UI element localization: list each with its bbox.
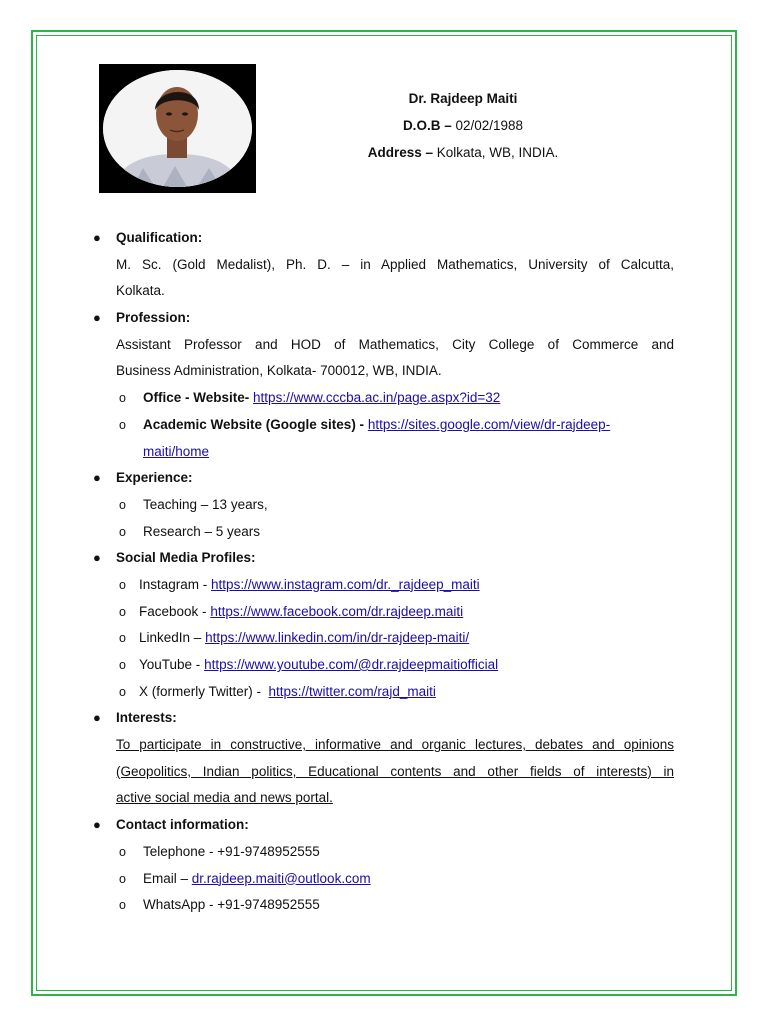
office-website-label: Office - Website-: [143, 390, 250, 406]
qualification-line: [90, 252, 674, 279]
twitter-item: [139, 679, 436, 706]
profession-line: [90, 332, 674, 359]
circle-bullet-icon: o: [119, 844, 126, 859]
profession-line: [90, 358, 674, 385]
address-line: [300, 142, 626, 169]
linkedin-row: [90, 625, 674, 652]
youtube-row: [90, 652, 674, 679]
bullet-icon: ●: [93, 817, 101, 833]
qualification-heading: Qualification:: [116, 230, 203, 245]
bullet-icon: ●: [93, 470, 101, 486]
header: [300, 88, 626, 169]
telephone: Telephone - +91-9748952555: [143, 843, 320, 859]
youtube-link[interactable]: https://www.youtube.com/@dr.rajdeepmaitiofficial: [204, 657, 499, 672]
circle-bullet-icon: o: [119, 391, 126, 406]
telephone-row: [90, 839, 674, 866]
linkedin-label: LinkedIn –: [139, 630, 202, 646]
contact-heading: Contact information:: [116, 817, 249, 833]
twitter-link[interactable]: https://twitter.com/rajd_maiti: [268, 683, 436, 699]
circle-bullet-icon: o: [119, 631, 126, 646]
teaching-experience: Teaching – 13 years,: [143, 496, 268, 512]
instagram-link[interactable]: https://www.instagram.com/dr._rajdeep_maiti: [211, 576, 480, 592]
interests-line: [90, 759, 674, 786]
whatsapp: WhatsApp - +91-9748952555: [143, 897, 320, 913]
facebook-link[interactable]: https://www.facebook.com/dr.rajdeep.maiti: [210, 603, 464, 619]
whatsapp-row: [90, 892, 674, 919]
youtube-item: [139, 652, 498, 679]
person-portrait-icon: [103, 70, 252, 187]
circle-bullet-icon: o: [119, 871, 126, 886]
profile-photo: [99, 64, 256, 193]
profession-text-1: Assistant Professor and HOD of Mathematics, City College of Commerce and: [116, 336, 674, 352]
academic-website-row-cont: [90, 439, 674, 466]
email-row: [90, 866, 674, 893]
experience-heading-row: [90, 465, 674, 492]
experience-heading: Experience:: [116, 470, 193, 486]
office-website-item: [143, 385, 500, 412]
interests-line: [90, 732, 674, 759]
circle-bullet-icon: o: [119, 417, 126, 432]
contact-heading-row: [90, 812, 674, 839]
youtube-label: YouTube -: [139, 657, 201, 672]
bullet-icon: ●: [93, 550, 101, 566]
address-label: Address –: [367, 145, 433, 160]
interests-line: [90, 785, 674, 812]
social-heading: Social Media Profiles:: [116, 550, 256, 566]
email-link[interactable]: dr.rajdeep.maiti@outlook.com: [191, 870, 371, 886]
profession-heading-row: [90, 305, 674, 332]
twitter-row: [90, 679, 674, 706]
circle-bullet-icon: o: [119, 658, 126, 672]
linkedin-item: [139, 625, 469, 652]
instagram-row: [90, 572, 674, 599]
circle-bullet-icon: o: [119, 497, 126, 512]
profile-photo-oval: [103, 70, 252, 187]
academic-website-item: [143, 412, 610, 439]
dob-line: [300, 115, 626, 142]
circle-bullet-icon: o: [119, 898, 126, 913]
research-experience: Research – 5 years: [143, 523, 261, 539]
bullet-icon: ●: [93, 710, 101, 726]
social-heading-row: [90, 545, 674, 572]
facebook-label: Facebook -: [139, 603, 207, 619]
academic-website-row: [90, 412, 674, 439]
instagram-label: Instagram -: [139, 576, 208, 592]
resume-content: [90, 225, 674, 919]
facebook-item: [139, 599, 463, 626]
bullet-icon: ●: [93, 230, 101, 245]
twitter-label: X (formerly Twitter) -: [139, 683, 262, 699]
office-website-link[interactable]: https://www.cccba.ac.in/page.aspx?id=32: [253, 390, 501, 406]
qualification-heading-row: [90, 225, 674, 252]
qualification-line: [90, 278, 674, 305]
office-website-row: [90, 385, 674, 412]
interests-heading-row: [90, 705, 674, 732]
address-value: Kolkata, WB, INDIA.: [436, 145, 559, 160]
qualification-text-2: Kolkata.: [116, 283, 165, 299]
academic-website-link[interactable]: https://sites.google.com/view/dr-rajdeep-: [367, 416, 611, 432]
interests-text-1: To participate in constructive, informative and organic lectures, debates and opinions: [116, 737, 674, 753]
dob-label: D.O.B –: [402, 118, 452, 133]
academic-website-link-cont[interactable]: maiti/home: [143, 443, 210, 459]
circle-bullet-icon: o: [119, 577, 126, 592]
interests-text-3: active social media and news portal.: [116, 790, 333, 806]
linkedin-link[interactable]: https://www.linkedin.com/in/dr-rajdeep-maiti/: [205, 630, 470, 646]
interests-heading: Interests:: [116, 710, 177, 726]
profession-text-2: Business Administration, Kolkata- 700012, WB, INDIA.: [116, 363, 442, 379]
dob-value: 02/02/1988: [455, 118, 524, 133]
circle-bullet-icon: o: [119, 684, 126, 699]
email-label: Email –: [143, 870, 189, 886]
instagram-item: [139, 572, 480, 599]
bullet-icon: ●: [93, 310, 101, 326]
circle-bullet-icon: o: [119, 524, 126, 539]
person-name: Dr. Rajdeep Maiti: [408, 91, 518, 106]
profession-heading: Profession:: [116, 310, 191, 326]
teaching-row: [90, 492, 674, 519]
interests-text-2: (Geopolitics, Indian politics, Educational contents and other fields of interests) in: [116, 763, 674, 779]
qualification-text-1: M. Sc. (Gold Medalist), Ph. D. – in Applied Mathematics, University of Calcutta,: [116, 256, 674, 272]
academic-website-label: Academic Website (Google sites) -: [143, 416, 365, 432]
facebook-row: [90, 599, 674, 626]
research-row: [90, 519, 674, 546]
email-item: [143, 866, 371, 893]
circle-bullet-icon: o: [119, 604, 126, 619]
